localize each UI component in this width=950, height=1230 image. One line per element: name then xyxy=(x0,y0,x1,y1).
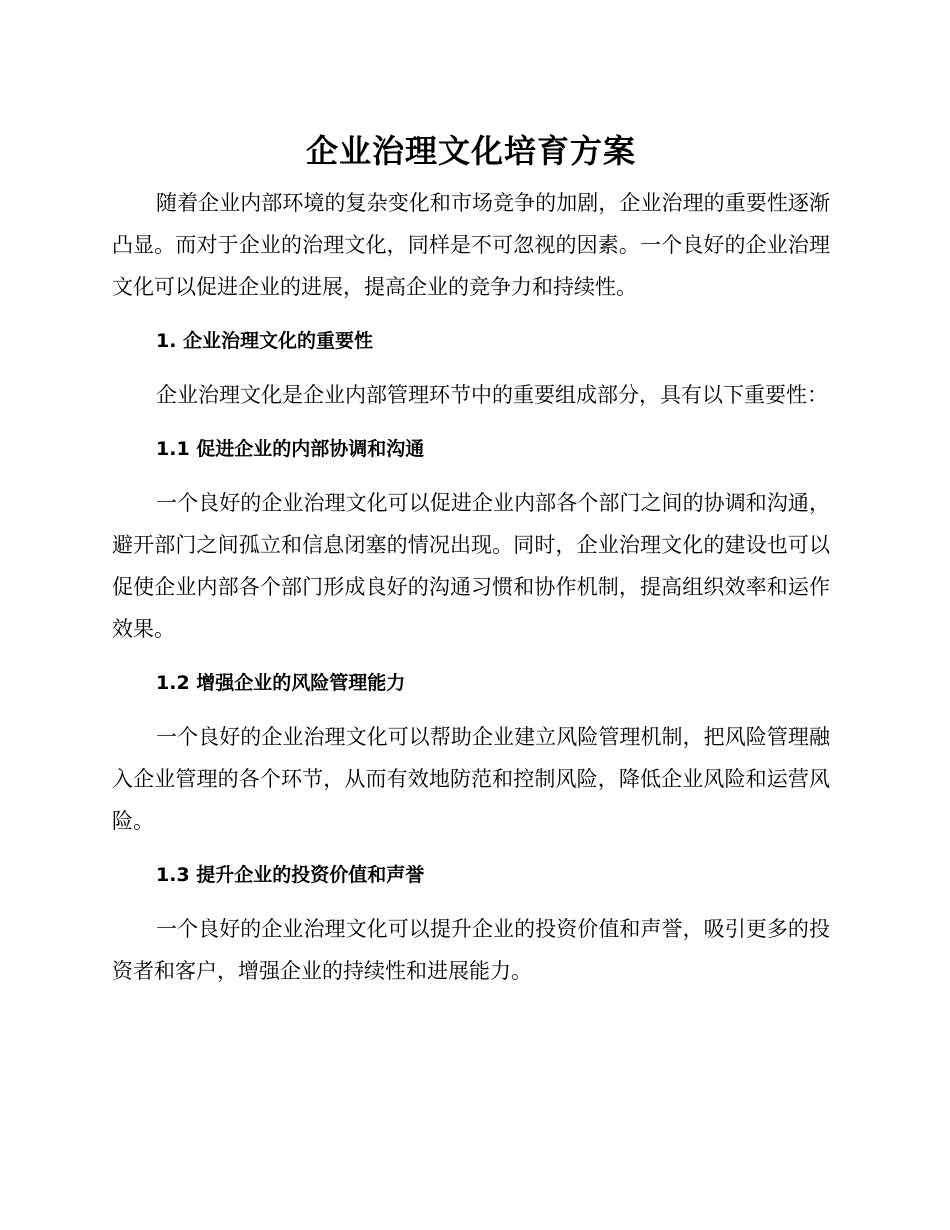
section-1-paragraph: 企业治理文化是企业内部管理环节中的重要组成部分，具有以下重要性： xyxy=(156,383,828,407)
section-1-3-paragraph: 一个良好的企业治理文化可以提升企业的投资价值和声誉，吸引更多的投资者和客户，增强企业的持续性和进展能力。 xyxy=(112,917,830,983)
section-1-1-heading: 1.1 促进企业的内部协调和沟通 xyxy=(156,438,425,460)
section-1-3-heading: 1.3 提升企业的投资价值和声誉 xyxy=(156,864,425,886)
document-page xyxy=(112,128,830,992)
section-1-1-paragraph: 一个良好的企业治理文化可以促进企业内部各个部门之间的协调和沟通，避开部门之间孤立和信息闭塞的情况出现。同时，企业治理文化的建设也可以促使企业内部各个部门形成良好的沟通习惯和协作机制，提高组织效率和运作效果。 xyxy=(112,491,830,641)
intro-paragraph: 随着企业内部环境的复杂变化和市场竞争的加剧，企业治理的重要性逐渐凸显。而对于企业的治理文化，同样是不可忽视的因素。一个良好的企业治理文化可以促进企业的进展，提高企业的竞争力和持续性。 xyxy=(112,191,830,299)
section-1-heading: 1. 企业治理文化的重要性 xyxy=(156,330,374,352)
document-title: 企业治理文化培育方案 xyxy=(305,132,636,170)
section-1-2-heading: 1.2 增强企业的风险管理能力 xyxy=(156,672,406,694)
section-1-2-paragraph: 一个良好的企业治理文化可以帮助企业建立风险管理机制，把风险管理融入企业管理的各个环节，从而有效地防范和控制风险，降低企业风险和运营风险。 xyxy=(112,725,830,833)
